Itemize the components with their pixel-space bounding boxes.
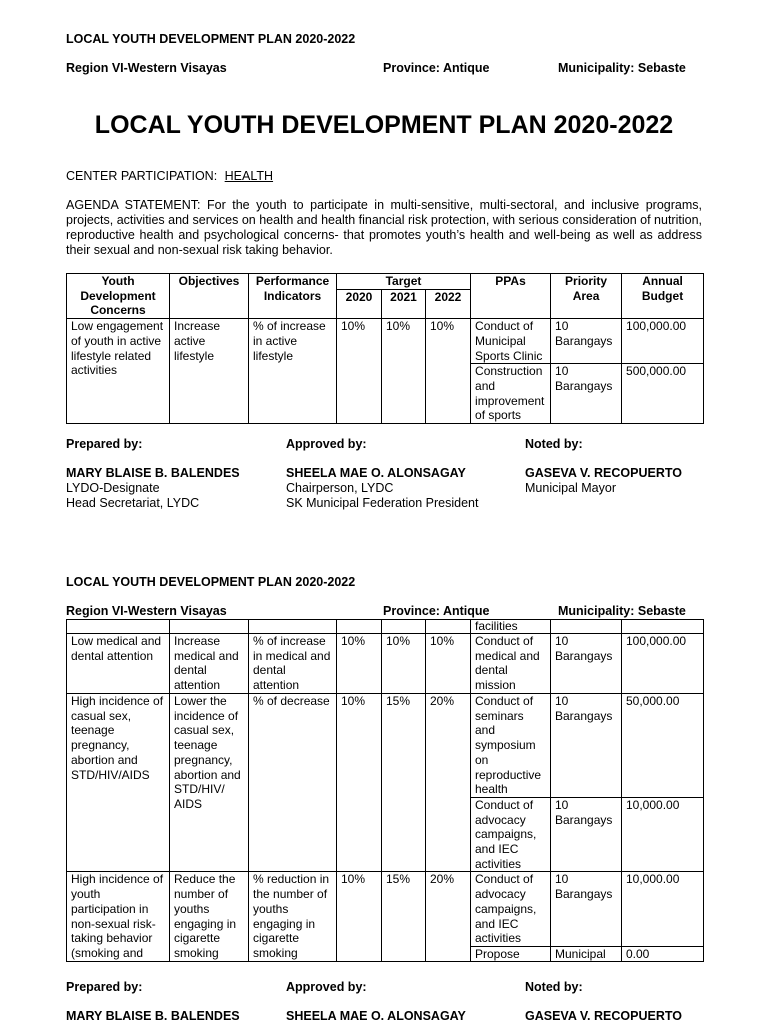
cell-target-2021: 10% bbox=[382, 634, 426, 694]
col-header-target: Target bbox=[337, 274, 471, 290]
region-label: Region VI-Western Visayas bbox=[66, 61, 227, 75]
prepared-by-position: Head Secretariat, LYDC bbox=[66, 496, 200, 510]
approved-by-label: Approved by: bbox=[286, 980, 367, 994]
cell-priority-area: 10 Barangays bbox=[551, 872, 622, 947]
empty-cell bbox=[170, 620, 249, 634]
cell-budget: 500,000.00 bbox=[622, 364, 704, 424]
col-header-2020: 2020 bbox=[337, 289, 382, 318]
cell-concern: Low medical and dental attention bbox=[67, 634, 170, 694]
signatory-prepared bbox=[66, 437, 240, 511]
approved-by-name: SHEELA MAE O. ALONSAGAY bbox=[286, 1009, 466, 1023]
cell-ppa: Conduct of Municipal Sports Clinic bbox=[471, 319, 551, 364]
center-participation-value: HEALTH bbox=[224, 169, 274, 183]
approved-by-position: Chairperson, LYDC bbox=[286, 481, 394, 495]
table-row bbox=[67, 694, 704, 798]
col-header-indicators: Performance Indicators bbox=[249, 274, 337, 319]
cell-target-2022: 20% bbox=[426, 872, 471, 962]
noted-by-position: Municipal Mayor bbox=[525, 481, 617, 495]
cell-ppa: facilities bbox=[471, 620, 551, 634]
cell-target-2021: 15% bbox=[382, 872, 426, 962]
agenda-statement: AGENDA STATEMENT: For the youth to participate in multi-sensitive, multi-sectoral, and inclusive programs, projects, activities and services on health and health financial risk protection, with serious consideration of nutrition, reproductive health and psychological concerns- that promotes youth’s health and well-being as well as address their sexual and non-sexual risk taking behavior. bbox=[66, 198, 702, 257]
table-row bbox=[67, 620, 704, 634]
signatory-prepared bbox=[66, 980, 240, 1024]
cell-priority-area: 10 Barangays bbox=[551, 364, 622, 424]
cell-target-2020: 10% bbox=[337, 319, 382, 424]
approved-by-position: SK Municipal Federation President bbox=[286, 496, 479, 510]
col-header-budget: Annual Budget bbox=[622, 274, 704, 319]
cell-budget: 10,000.00 bbox=[622, 797, 704, 872]
prepared-by-label: Prepared by: bbox=[66, 437, 143, 451]
cell-target-2021: 10% bbox=[382, 319, 426, 424]
prepared-by-label: Prepared by: bbox=[66, 980, 143, 994]
noted-by-name: GASEVA V. RECOPUERTO bbox=[525, 1009, 682, 1023]
col-header-concerns: Youth Development Concerns bbox=[67, 274, 170, 319]
empty-cell bbox=[337, 620, 382, 634]
cell-budget: 0.00 bbox=[622, 946, 704, 961]
noted-by-label: Noted by: bbox=[525, 437, 583, 451]
cell-indicator: % of decrease bbox=[249, 694, 337, 872]
cell-concern: Low engagement of youth in active lifestyle related activities bbox=[67, 319, 170, 424]
municipality-label: Municipality: Sebaste bbox=[558, 604, 686, 618]
table-row bbox=[67, 634, 704, 694]
cell-budget: 50,000.00 bbox=[622, 694, 704, 798]
empty-cell bbox=[67, 620, 170, 634]
plan-table-1 bbox=[66, 273, 704, 424]
cell-priority-area: 10 Barangays bbox=[551, 319, 622, 364]
cell-indicator: % reduction in the number of youths engaging in cigarette smoking bbox=[249, 872, 337, 962]
cell-ppa: Construction and improvement of sports bbox=[471, 364, 551, 424]
header-title: LOCAL YOUTH DEVELOPMENT PLAN 2020-2022 bbox=[66, 32, 356, 46]
cell-budget: 100,000.00 bbox=[622, 319, 704, 364]
cell-ppa: Conduct of medical and dental mission bbox=[471, 634, 551, 694]
table-row bbox=[67, 872, 704, 947]
cell-target-2020: 10% bbox=[337, 872, 382, 962]
prepared-by-name: MARY BLAISE B. BALENDES bbox=[66, 1009, 240, 1023]
prepared-by-name: MARY BLAISE B. BALENDES bbox=[66, 466, 240, 480]
region-label: Region VI-Western Visayas bbox=[66, 604, 227, 618]
cell-ppa: Conduct of advocacy campaigns, and IEC activities bbox=[471, 797, 551, 872]
table-header-row bbox=[67, 274, 704, 290]
noted-by-name: GASEVA V. RECOPUERTO bbox=[525, 466, 682, 480]
table-row bbox=[67, 319, 704, 364]
cell-target-2022: 20% bbox=[426, 694, 471, 872]
col-header-2021: 2021 bbox=[382, 289, 426, 318]
cell-objective: Lower the incidence of casual sex, teenage pregnancy, abortion and STD/HIV/ AIDS bbox=[170, 694, 249, 872]
cell-ppa: Conduct of seminars and symposium on reproductive health bbox=[471, 694, 551, 798]
noted-by-label: Noted by: bbox=[525, 980, 583, 994]
cell-ppa: Conduct of advocacy campaigns, and IEC activities bbox=[471, 872, 551, 947]
col-header-priority: Priority Area bbox=[551, 274, 622, 319]
approved-by-label: Approved by: bbox=[286, 437, 367, 451]
signatory-approved bbox=[286, 980, 466, 1024]
empty-cell bbox=[622, 620, 704, 634]
province-label: Province: Antique bbox=[383, 604, 490, 618]
cell-indicator: % of increase in active lifestyle bbox=[249, 319, 337, 424]
cell-indicator: % of increase in medical and dental attention bbox=[249, 634, 337, 694]
signatory-noted bbox=[525, 980, 682, 1024]
cell-objective: Increase medical and dental attention bbox=[170, 634, 249, 694]
center-participation-label: CENTER PARTICIPATION: bbox=[66, 169, 218, 183]
approved-by-name: SHEELA MAE O. ALONSAGAY bbox=[286, 466, 466, 480]
cell-priority-area: 10 Barangays bbox=[551, 694, 622, 798]
cell-priority-area: Municipal bbox=[551, 946, 622, 961]
cell-priority-area: 10 Barangays bbox=[551, 797, 622, 872]
cell-concern: High incidence of casual sex, teenage pregnancy, abortion and STD/HIV/AIDS bbox=[67, 694, 170, 872]
cell-priority-area: 10 Barangays bbox=[551, 634, 622, 694]
page-title: LOCAL YOUTH DEVELOPMENT PLAN 2020-2022 bbox=[94, 111, 674, 139]
cell-ppa: Propose bbox=[471, 946, 551, 961]
municipality-label: Municipality: Sebaste bbox=[558, 61, 686, 75]
center-participation bbox=[66, 169, 273, 183]
plan-table-2 bbox=[66, 619, 704, 962]
col-header-objectives: Objectives bbox=[170, 274, 249, 319]
header-title: LOCAL YOUTH DEVELOPMENT PLAN 2020-2022 bbox=[66, 575, 356, 589]
empty-cell bbox=[249, 620, 337, 634]
col-header-2022: 2022 bbox=[426, 289, 471, 318]
signatory-approved bbox=[286, 437, 478, 511]
prepared-by-position: LYDO-Designate bbox=[66, 481, 160, 495]
cell-budget: 100,000.00 bbox=[622, 634, 704, 694]
cell-target-2022: 10% bbox=[426, 319, 471, 424]
col-header-ppas: PPAs bbox=[471, 274, 551, 319]
cell-budget: 10,000.00 bbox=[622, 872, 704, 947]
cell-target-2021: 15% bbox=[382, 694, 426, 872]
empty-cell bbox=[382, 620, 426, 634]
cell-concern: High incidence of youth participation in non-sexual risk-taking behavior (smoking and bbox=[67, 872, 170, 962]
signatory-noted bbox=[525, 437, 682, 496]
empty-cell bbox=[426, 620, 471, 634]
cell-objective: Increase active lifestyle bbox=[170, 319, 249, 424]
cell-target-2020: 10% bbox=[337, 694, 382, 872]
cell-target-2020: 10% bbox=[337, 634, 382, 694]
empty-cell bbox=[551, 620, 622, 634]
cell-objective: Reduce the number of youths engaging in cigarette smoking bbox=[170, 872, 249, 962]
cell-target-2022: 10% bbox=[426, 634, 471, 694]
province-label: Province: Antique bbox=[383, 61, 490, 75]
